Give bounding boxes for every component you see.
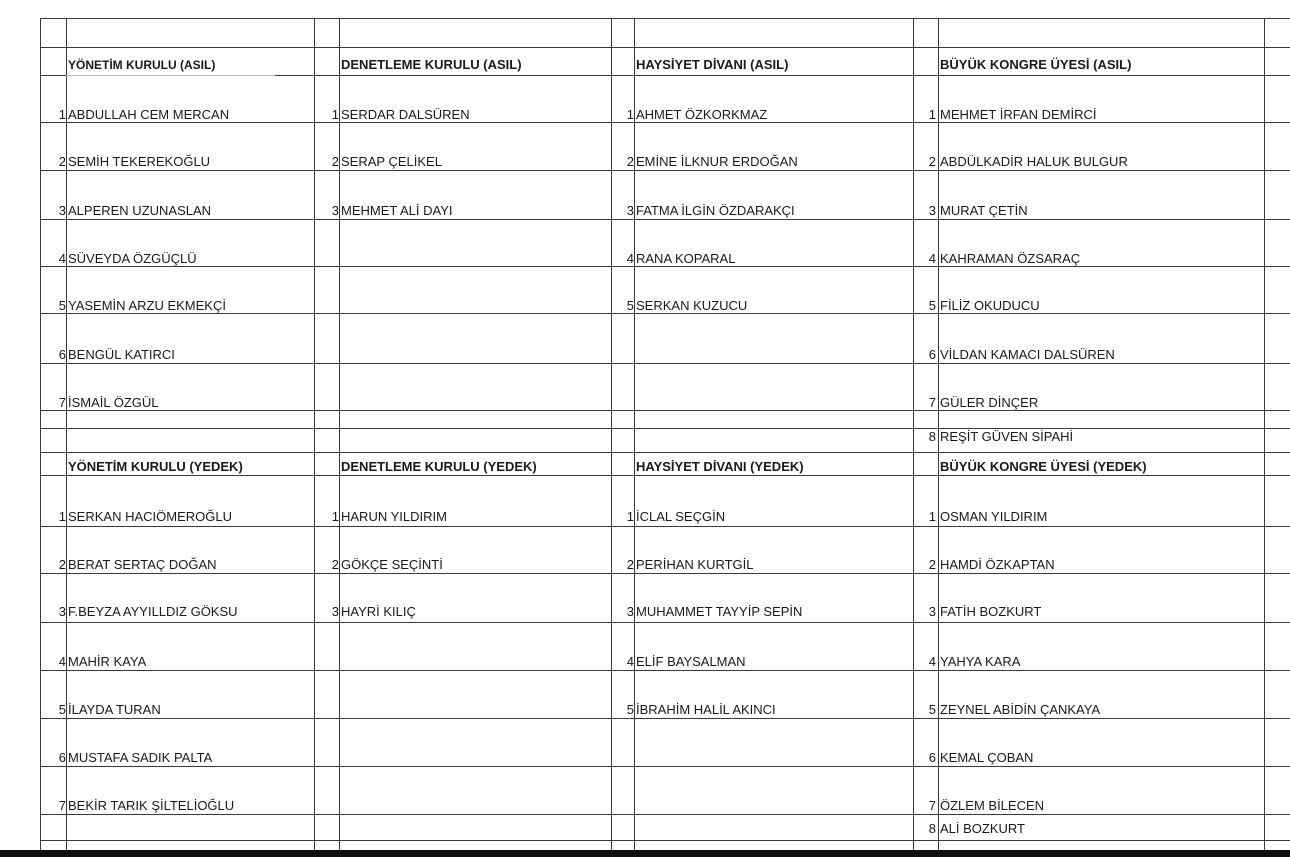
column-header: HAYSİYET DİVANI (YEDEK) <box>636 459 804 474</box>
row-number: 3 <box>928 604 936 619</box>
row-number: 1 <box>58 509 66 524</box>
member-name: ABDULLAH CEM MERCAN <box>68 107 230 122</box>
row-number: 3 <box>331 203 339 218</box>
member-name: ÖZLEM BİLECEN <box>940 798 1045 813</box>
row-number: 1 <box>331 509 339 524</box>
member-name: SERAP ÇELİKEL <box>341 154 442 169</box>
row-number: 1 <box>58 107 66 122</box>
row-number: 2 <box>331 154 339 169</box>
member-name: KEMAL ÇOBAN <box>940 750 1034 765</box>
member-name: SERKAN KUZUCU <box>636 298 748 313</box>
member-name: ELİF BAYSALMAN <box>636 654 746 669</box>
member-name: İSMAİL ÖZGÜL <box>68 395 159 410</box>
row-number: 3 <box>58 604 66 619</box>
member-name: HARUN YILDIRIM <box>341 509 447 524</box>
row-number: 5 <box>928 298 936 313</box>
row-number: 8 <box>928 821 936 836</box>
column-header: YÖNETİM KURULU (YEDEK) <box>68 459 243 474</box>
member-name: F.BEYZA AYYILLDIZ GÖKSU <box>68 604 238 619</box>
row-number: 2 <box>626 154 634 169</box>
member-name: MUSTAFA SADIK PALTA <box>68 750 213 765</box>
member-name: HAYRİ KILIÇ <box>341 604 416 619</box>
member-name: SÜVEYDA ÖZGÜÇLÜ <box>68 251 197 266</box>
member-name: YAHYA KARA <box>940 654 1021 669</box>
row-number: 7 <box>58 395 66 410</box>
row-number: 7 <box>928 798 936 813</box>
member-name: REŞİT GÜVEN SİPAHİ <box>940 429 1074 444</box>
row-number: 1 <box>928 509 936 524</box>
member-name: FATİH BOZKURT <box>940 604 1042 619</box>
member-name: MEHMET ALİ DAYI <box>341 203 453 218</box>
member-name: OSMAN YILDIRIM <box>940 509 1048 524</box>
member-name: SEMİH TEKEREKOĞLU <box>68 154 211 169</box>
row-number: 1 <box>331 107 339 122</box>
row-number: 5 <box>928 702 936 717</box>
member-name: SERKAN HACIÖMEROĞLU <box>68 509 232 524</box>
member-name: ZEYNEL ABİDİN ÇANKAYA <box>940 702 1101 717</box>
member-name: EMİNE İLKNUR ERDOĞAN <box>636 154 798 169</box>
column-header: BÜYÜK KONGRE ÜYESİ (YEDEK) <box>940 459 1147 474</box>
row-number: 5 <box>58 298 66 313</box>
row-number: 8 <box>928 429 936 444</box>
row-number: 3 <box>928 203 936 218</box>
member-name: RANA KOPARAL <box>636 251 736 266</box>
row-number: 6 <box>58 750 66 765</box>
row-number: 6 <box>928 750 936 765</box>
column-header: BÜYÜK KONGRE ÜYESİ (ASIL) <box>940 57 1132 72</box>
member-name: KAHRAMAN ÖZSARAÇ <box>940 251 1081 266</box>
row-number: 1 <box>626 107 634 122</box>
column-header: DENETLEME KURULU (YEDEK) <box>341 459 537 474</box>
member-name: GÜLER DİNÇER <box>940 395 1039 410</box>
row-number: 3 <box>331 604 339 619</box>
bottom-bar <box>0 850 1290 857</box>
member-name: FİLİZ OKUDUCU <box>940 298 1040 313</box>
row-number: 3 <box>626 203 634 218</box>
row-number: 4 <box>58 251 66 266</box>
member-name: YASEMİN ARZU EKMEKÇİ <box>68 298 226 313</box>
member-name: ALİ BOZKURT <box>940 821 1026 836</box>
row-number: 2 <box>58 557 66 572</box>
row-number: 2 <box>928 557 936 572</box>
column-header: YÖNETİM KURULU (ASIL) <box>68 58 216 72</box>
row-number: 4 <box>626 251 634 266</box>
member-name: İBRAHİM HALİL AKINCI <box>636 702 776 717</box>
row-number: 3 <box>58 203 66 218</box>
row-number: 7 <box>58 798 66 813</box>
member-name: VİLDAN KAMACI DALSÜREN <box>940 347 1115 362</box>
member-name: BEKİR TARIK ŞİLTELİOĞLU <box>68 798 235 813</box>
member-name: AHMET ÖZKORKMAZ <box>636 107 768 122</box>
member-name: MUHAMMET TAYYİP SEPİN <box>636 604 803 619</box>
member-name: İCLAL SEÇGİN <box>636 509 726 524</box>
row-number: 4 <box>626 654 634 669</box>
row-number: 2 <box>928 154 936 169</box>
row-number: 2 <box>626 557 634 572</box>
row-number: 4 <box>928 251 936 266</box>
member-name: İLAYDA TURAN <box>68 702 161 717</box>
member-name: MAHİR KAYA <box>68 654 147 669</box>
member-name: ABDÜLKADİR HALUK BULGUR <box>940 154 1128 169</box>
row-number: 6 <box>58 347 66 362</box>
row-number: 3 <box>626 604 634 619</box>
row-number: 1 <box>928 107 936 122</box>
row-number: 5 <box>626 702 634 717</box>
member-name: FATMA İLGİN ÖZDARAKÇI <box>636 203 795 218</box>
row-number: 1 <box>626 509 634 524</box>
column-header: HAYSİYET DİVANI (ASIL) <box>636 57 789 72</box>
member-name: BENGÜL KATIRCI <box>68 347 175 362</box>
row-number: 5 <box>626 298 634 313</box>
member-name: ALPEREN UZUNASLAN <box>68 203 212 218</box>
row-number: 2 <box>58 154 66 169</box>
member-name: SERDAR DALSÜREN <box>341 107 470 122</box>
member-name: MURAT ÇETİN <box>940 203 1028 218</box>
row-number: 4 <box>928 654 936 669</box>
member-name: HAMDİ ÖZKAPTAN <box>940 557 1055 572</box>
member-name: MEHMET İRFAN DEMİRCİ <box>940 107 1097 122</box>
member-name: BERAT SERTAÇ DOĞAN <box>68 557 217 572</box>
row-number: 6 <box>928 347 936 362</box>
row-number: 2 <box>331 557 339 572</box>
member-name: GÖKÇE SEÇİNTİ <box>341 557 443 572</box>
row-number: 7 <box>928 395 936 410</box>
column-header: DENETLEME KURULU (ASIL) <box>341 57 522 72</box>
member-name: PERİHAN KURTGİL <box>636 557 754 572</box>
row-number: 4 <box>58 654 66 669</box>
row-number: 5 <box>58 702 66 717</box>
